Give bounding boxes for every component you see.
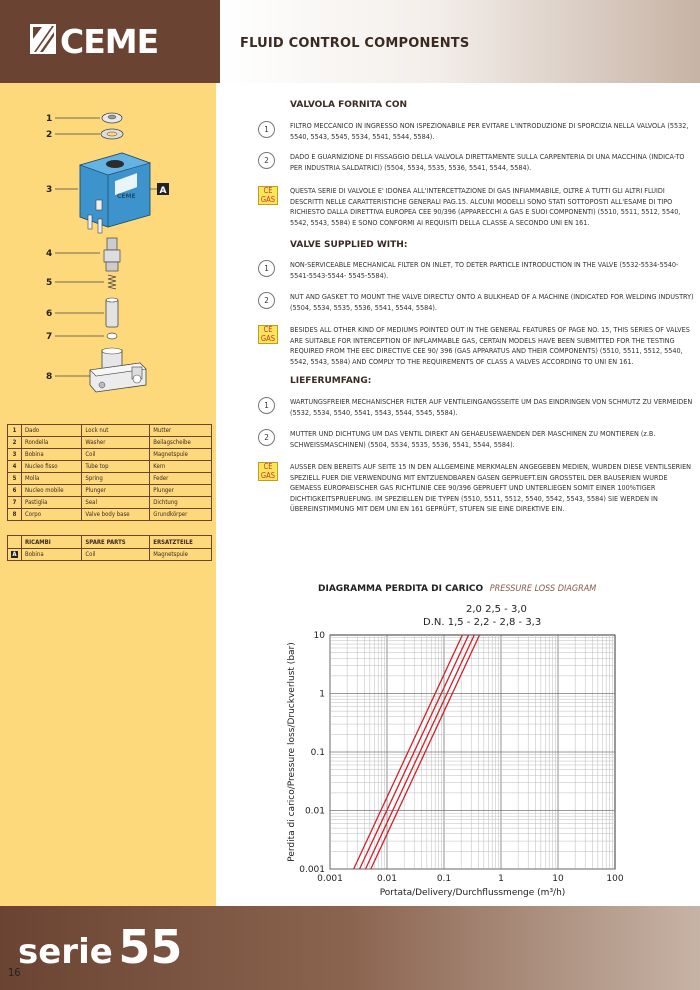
- part-name-en: Plunger: [82, 485, 150, 497]
- item-text: FILTRO MECCANICO IN INGRESSO NON ISPEZIONABILE PER EVITARE L'INTRODUZIONE DI SPORCIZIA NELLA VALVOLA (5532, 5540, 5543, 5545, 5534, 5541, 5544, 5584).: [290, 121, 689, 141]
- spare-name-en: Coil: [82, 549, 150, 561]
- part-name-it: Bobina: [22, 449, 82, 461]
- spare-header-blank: [8, 536, 22, 549]
- part-name-de: Kern: [150, 461, 212, 473]
- part-label-1: 1: [46, 114, 53, 124]
- y-tick-label: 10: [313, 631, 325, 641]
- series-title: [18, 920, 182, 974]
- x-tick-label: 0.01: [376, 874, 398, 884]
- part-name-it: Rondella: [22, 437, 82, 449]
- section-title: LIEFERUMFANG:: [290, 376, 372, 386]
- parts-table-row: [8, 497, 212, 509]
- coil: [80, 153, 150, 233]
- part-name-en: Tube top: [82, 461, 150, 473]
- spare-parts-header: [8, 536, 212, 549]
- part-name-en: Washer: [82, 437, 150, 449]
- part-label-8: 8: [46, 372, 53, 382]
- part-number: 2: [8, 437, 22, 449]
- y-tick-label: 0.1: [310, 748, 325, 758]
- x-axis-label: Portata/Delivery/Durchflussmenge (m³/h): [379, 888, 566, 898]
- item-text: AUSSER DEN BEREITS AUF SEITE 15 IN DEN ALLGEMEINE MERKMALEN ANGEGEBEN MEDIEN, WURDEN DIESE VENTILSERIEN SPEZIELL FUER DIE VERWENDUNG MIT ENTZUENDBAREN GASEN GEPRUEFT.EIN GROSSTEIL DER BAUSERIEN WURDE GEMAESS EUROPAEISCHER GAS RICHTLINIE CEE 90/396 GEPRUEFT UND UNTERLIEGEN SOMIT EINER 100%TIGER DICHTIGKEITSPRUEFUNG. IM SPEZIELLEN DIE TYPEN (5510, 5511, 5512, 5540, 5542, 5543, 5584) SIE WERDEN IN ÜBEREINSTIMMUNG MIT DEM UNI EN 161 GEPRÜFT, STUFEN SIE EINE DIREKTIVE EIN.: [290, 462, 691, 513]
- part-number: 4: [8, 461, 22, 473]
- pressure-loss-chart: [270, 600, 650, 900]
- part-number: 5: [8, 473, 22, 485]
- parts-table-row: [8, 485, 212, 497]
- part-name-it: Nucleo fisso: [22, 461, 82, 473]
- spare-parts-row: [8, 549, 212, 561]
- y-tick-label: 0.001: [299, 865, 325, 875]
- spare-name-de: Magnetspule: [150, 549, 212, 561]
- section-item: [258, 186, 698, 228]
- part-number: 8: [8, 509, 22, 521]
- section-title: VALVOLA FORNITA CON: [290, 100, 408, 110]
- part-name-it: Molla: [22, 473, 82, 485]
- item-number-circle: 2: [258, 292, 275, 309]
- item-number-circle: 2: [258, 152, 275, 169]
- spring: [108, 275, 116, 289]
- part-number: 6: [8, 485, 22, 497]
- valve-body: [90, 348, 146, 392]
- y-tick-label: 0.01: [304, 806, 325, 817]
- part-number: 1: [8, 425, 22, 437]
- seal: [107, 333, 117, 339]
- part-name-de: Grundkörper: [150, 509, 212, 521]
- part-name-it: Pastiglia: [22, 497, 82, 509]
- y-tick-label: 1: [319, 689, 325, 700]
- section-item: [258, 397, 698, 419]
- brand-name: CEME: [60, 22, 159, 56]
- diagram-title-en: PRESSURE LOSS DIAGRAM: [489, 584, 597, 594]
- part-label-5: 5: [46, 278, 53, 288]
- section-title: VALVE SUPPLIED WITH:: [290, 240, 408, 250]
- item-text: MUTTER UND DICHTUNG UM DAS VENTIL DIREKT AN GEHAEUSEWAENDEN DER MASCHINEN ZU MONTIEREN (z.B. SCHWEISSMASCHINEN) (5504, 5534, 5535, 5536, 5541, 5544, 5584).: [290, 429, 656, 449]
- ceme-logo: [30, 22, 200, 56]
- item-number-circle: 1: [258, 121, 275, 138]
- lock-nut: [102, 113, 122, 123]
- x-tick-label: 10: [552, 874, 564, 884]
- section-item: [258, 121, 698, 139]
- item-number-circle: 1: [258, 397, 275, 414]
- dn-label-top: 2,0 2,5 - 3,0: [466, 604, 527, 615]
- spare-marker: A: [12, 551, 17, 558]
- part-name-de: Magnetspule: [150, 449, 212, 461]
- parts-table-row: [8, 473, 212, 485]
- x-tick-label: 100: [606, 874, 624, 884]
- item-text: NON-SERVICEABLE MECHANICAL FILTER ON INLET, TO DETER PARTICLE INTRODUCTION IN THE VALVE (5532-5534-5540-5541-5543-5544- 5545-5584).: [290, 260, 679, 280]
- gap-cell: [82, 521, 150, 536]
- parts-table: [7, 424, 212, 561]
- coil-marker: A: [159, 186, 167, 196]
- part-label-3: 3: [46, 185, 53, 195]
- section-item: [258, 462, 698, 513]
- part-number: 7: [8, 497, 22, 509]
- section-item: [258, 325, 698, 367]
- washer: [101, 129, 123, 139]
- part-name-it: Dado: [22, 425, 82, 437]
- plunger: [106, 298, 118, 327]
- series-number: 55: [118, 920, 183, 974]
- part-name-en: Lock nut: [82, 425, 150, 437]
- x-tick-label: 0.001: [317, 874, 343, 884]
- spare-header-it: RICAMBI: [22, 536, 82, 549]
- part-name-de: Dichtung: [150, 497, 212, 509]
- y-axis-label: Perdita di carico/Pressure loss/Druckverlust (bar): [287, 642, 297, 862]
- part-number: 3: [8, 449, 22, 461]
- part-name-en: Spring: [82, 473, 150, 485]
- part-label-7: 7: [46, 332, 53, 342]
- part-name-de: Plunger: [150, 485, 212, 497]
- section-item: [258, 152, 698, 174]
- header-brand-band: [0, 0, 220, 83]
- gap-cell: [8, 521, 22, 536]
- ce-gas-badge: CE GAS: [258, 325, 278, 344]
- spare-name-it: Bobina: [22, 549, 82, 561]
- part-name-en: Coil: [82, 449, 150, 461]
- gap-cell: [150, 521, 212, 536]
- coil-brand-label: CEME: [117, 193, 136, 200]
- section-item: [258, 429, 698, 451]
- item-text: QUESTA SERIE DI VALVOLE E' IDONEA ALL'INTERCETTAZIONE DI GAS INFIAMMABILE, OLTRE A TUTTI GLI ALTRI FLUIDI DESCRITTI NELLE CARATTERISTICHE GENERALI PAG.15. ALCUNI MODELLI SONO STATI SOTTOPOSTI ALL'ESAME DI TIPO RICHIESTO DALLA DIRETTIVA EUROPEA CEE 90/396 (APPARECCHI A GAS E SUOI COMPONENTI) (5510, 5511, 5512, 5540, 5542, 5543, 5584) E SONO CONFORMI AI REQUISITI DELLA CLASSE A SECONDO UNI EN 161.: [290, 186, 681, 227]
- part-name-de: Feder: [150, 473, 212, 485]
- item-text: WARTUNGSFREIER MECHANISCHER FILTER AUF VENTILEINGANGSSEITE UM DAS EINDRINGEN VON SCHMUTZ ZU VERMEIDEN (5532, 5534, 5540, 5541, 5543, 5544, 5545, 5584).: [290, 397, 693, 417]
- exploded-valve-drawing: [0, 95, 216, 420]
- spare-header-de: ERSATZTEILE: [150, 536, 212, 549]
- dn-label-bottom: D.N. 1,5 - 2,2 - 2,8 - 3,3: [423, 617, 542, 628]
- parts-table-row: [8, 437, 212, 449]
- parts-table-row: [8, 461, 212, 473]
- x-tick-label: 1: [498, 874, 504, 884]
- page-number: 16: [8, 966, 21, 979]
- section-item: [258, 260, 698, 282]
- gap-cell: [22, 521, 82, 536]
- series-word: serie: [18, 932, 113, 972]
- item-number-circle: 2: [258, 429, 275, 446]
- parts-table-gap: [8, 521, 212, 536]
- part-name-en: Valve body base: [82, 509, 150, 521]
- spare-header-en: SPARE PARTS: [82, 536, 150, 549]
- parts-table-row: [8, 425, 212, 437]
- x-tick-label: 0.1: [436, 874, 452, 884]
- part-name-en: Seal: [82, 497, 150, 509]
- diagram-title-it: DIAGRAMMA PERDITA DI CARICO: [318, 584, 484, 594]
- diagram-title: [318, 584, 596, 594]
- part-label-6: 6: [46, 309, 53, 319]
- item-text: DADO E GUARNIZIONE DI FISSAGGIO DELLA VALVOLA DIRETTAMENTE SULLA CARPENTERIA DI UNA MACCHINA (INDICA-TO PER INDUSTRIA SALDATRICI) (5504, 5534, 5535, 5536, 5541, 5544, 5584).: [290, 152, 685, 172]
- ce-gas-badge: CE GAS: [258, 186, 278, 205]
- header-title: FLUID CONTROL COMPONENTS: [240, 36, 470, 51]
- parts-table-row: [8, 509, 212, 521]
- ce-gas-badge: CE GAS: [258, 462, 278, 481]
- tube-top: [104, 238, 120, 271]
- item-text: NUT AND GASKET TO MOUNT THE VALVE DIRECTLY ONTO A BULKHEAD OF A MACHINE (INDICATED FOR WELDING INDUSTRY) (5504, 5534, 5535, 5536, 5541, 5544, 5584).: [290, 292, 694, 312]
- part-name-de: Beilagscheibe: [150, 437, 212, 449]
- part-label-4: 4: [46, 249, 53, 259]
- item-number-circle: 1: [258, 260, 275, 277]
- part-label-2: 2: [46, 130, 53, 140]
- part-name-de: Mutter: [150, 425, 212, 437]
- part-name-it: Corpo: [22, 509, 82, 521]
- parts-table-row: [8, 449, 212, 461]
- part-name-it: Nucleo mobile: [22, 485, 82, 497]
- item-text: BESIDES ALL OTHER KIND OF MEDIUMS POINTED OUT IN THE GENERAL FEATURES OF PAGE NO. 15, THIS SERIES OF VALVES ARE SUITABLE FOR INTERCEPTION OF INFLAMMABLE GAS, CERTAIN MODELS HAVE BEEN SUBMITTED FOR THE TESTING REQUIRED FROM THE EEC DIRECTIVE CEE 90/ 396 (GAS APPARATUS AND THEIR COMPONENTS) (5510, 5511, 5512, 5540, 5542, 5543, 5584) AND COMPLY TO THE REQUIREMENTS OF CLASS A VALVES ACCORDING TO UNI EN 161.: [290, 325, 690, 366]
- spare-number-cell: [8, 549, 22, 561]
- section-item: [258, 292, 698, 314]
